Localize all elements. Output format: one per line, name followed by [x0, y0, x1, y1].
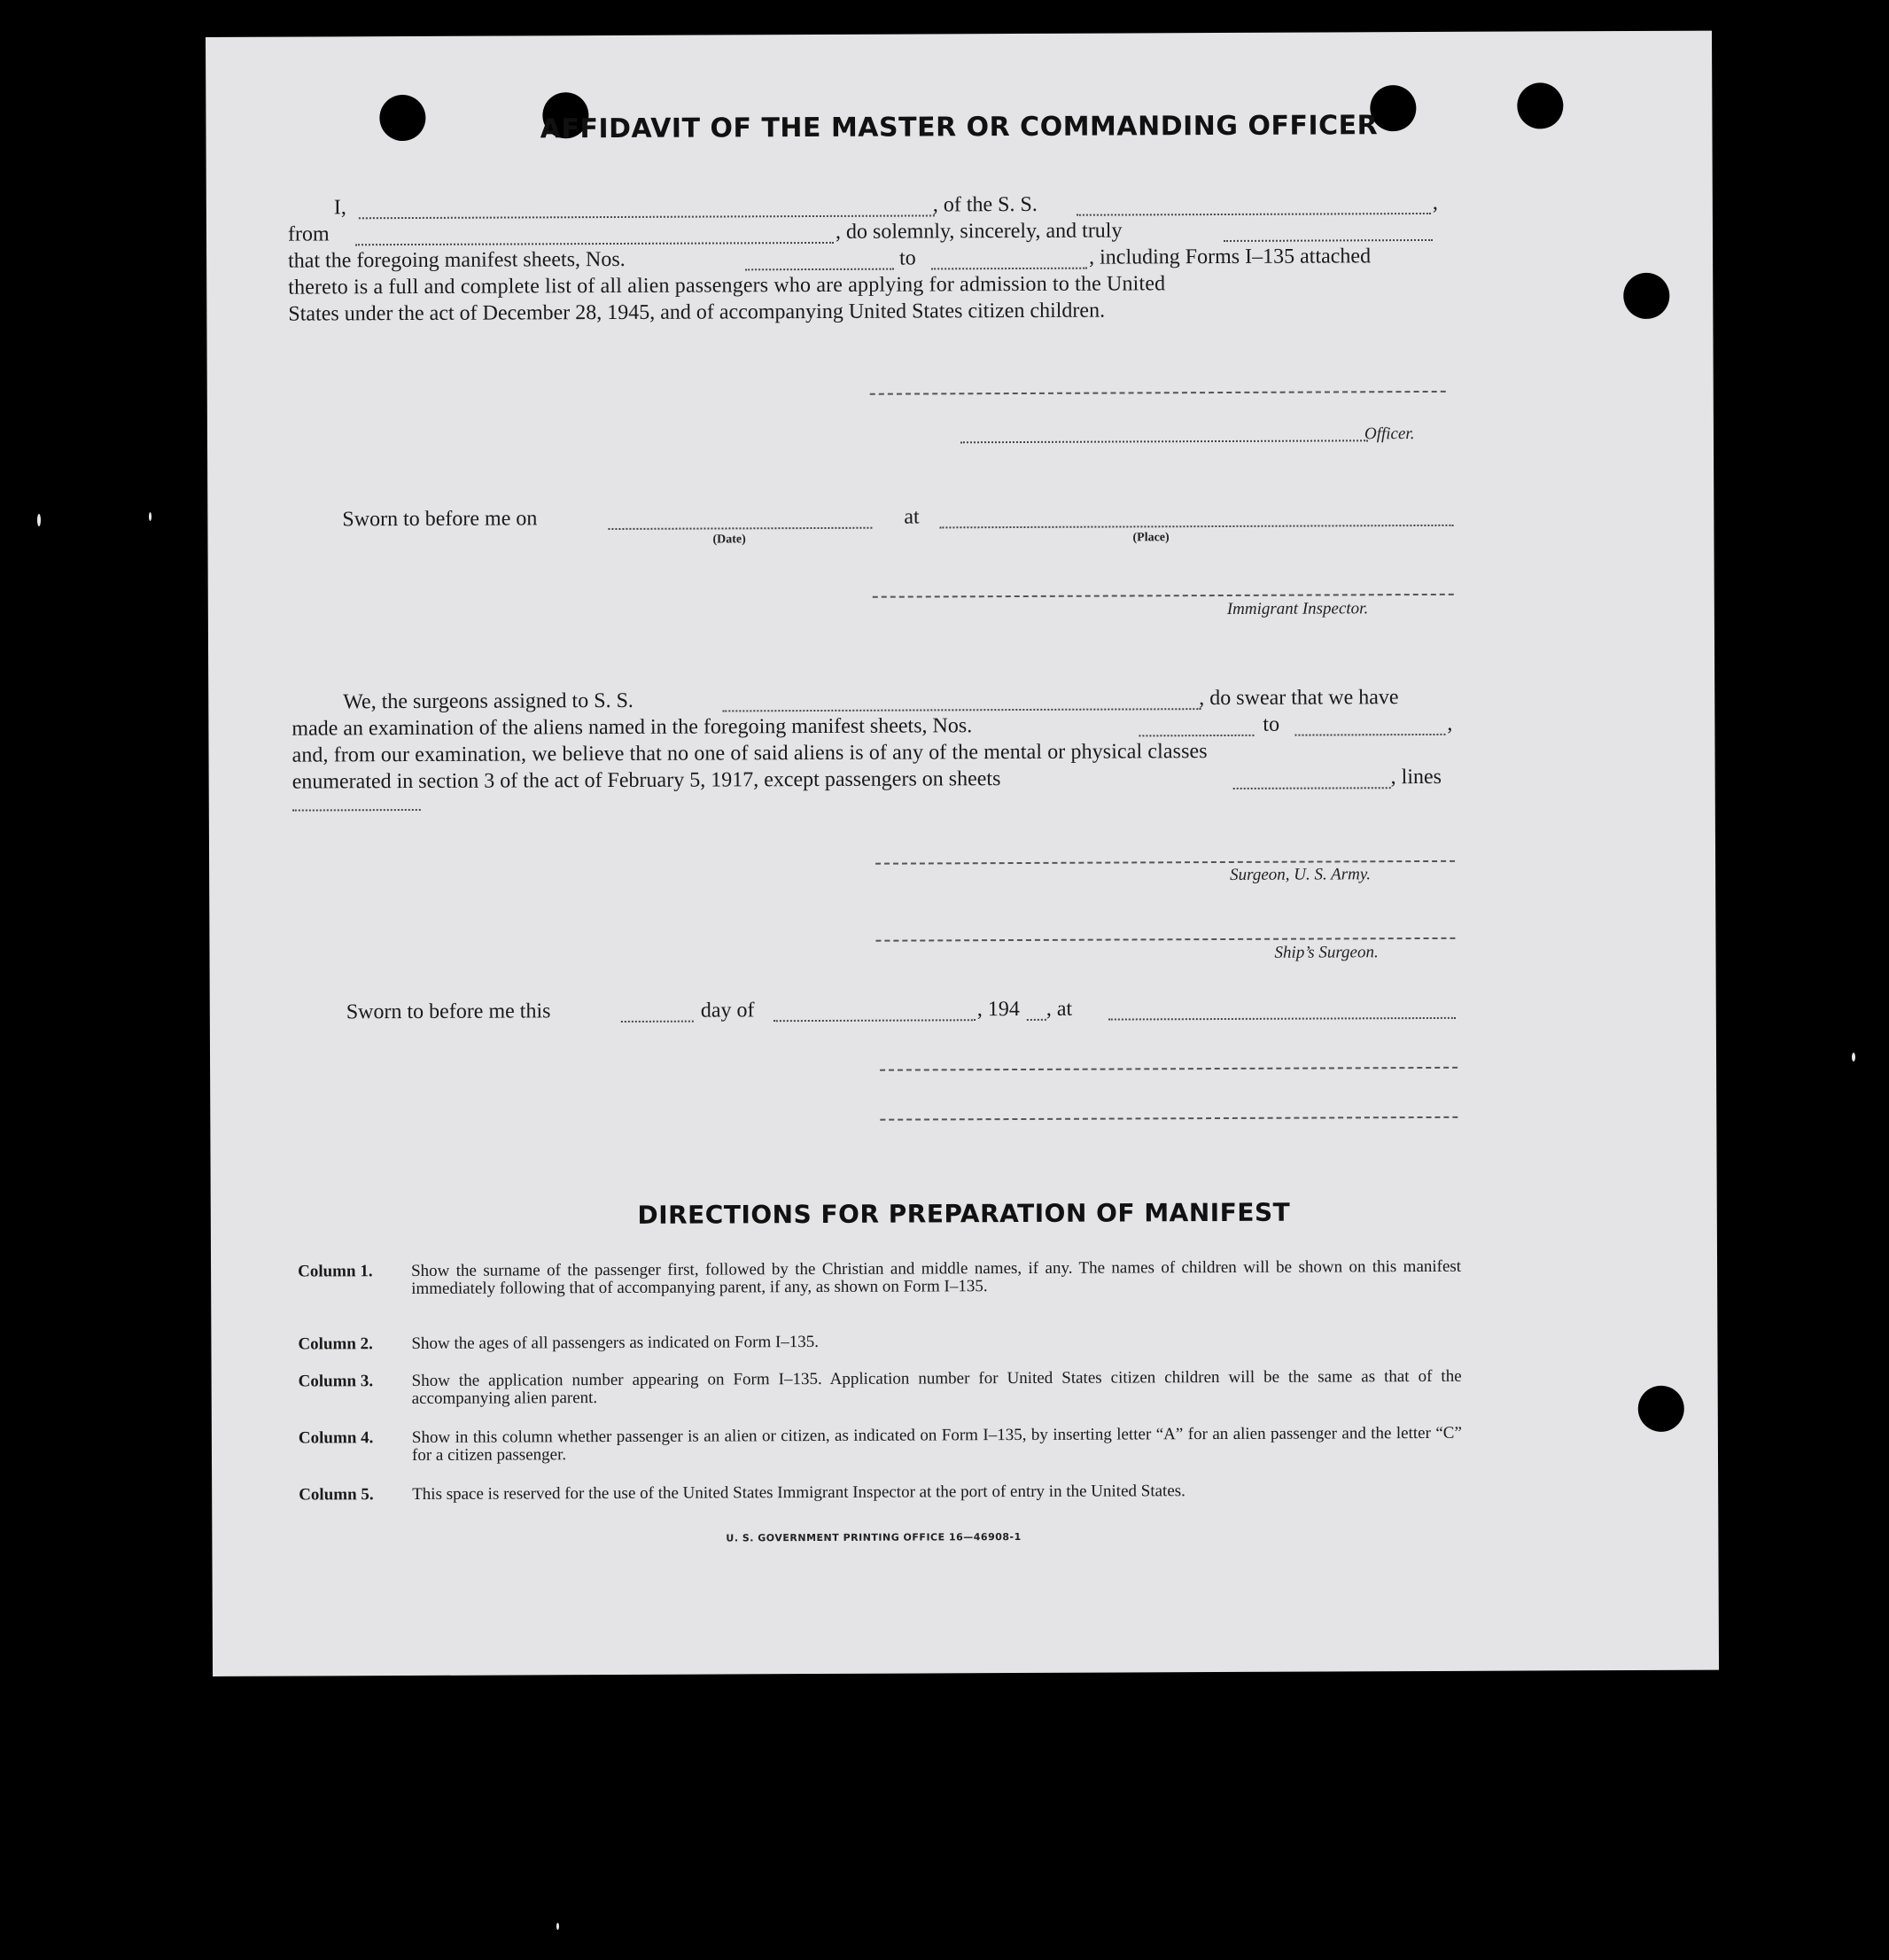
sworn2-a: Sworn to before me this: [346, 999, 551, 1024]
master-signature-line[interactable]: [870, 391, 1446, 395]
officer-title-field[interactable]: [960, 439, 1368, 443]
surgeons-l2c: ,: [1447, 712, 1453, 735]
text-i: I,: [333, 196, 346, 220]
direction-text: Show in this column whether passenger is an alien or citizen, as indicated on Form I–135, by inserting letter “A” for an alien passenger and the letter “C” for a citizen passenger.: [411, 1423, 1462, 1465]
punch-hole: [1638, 1386, 1684, 1432]
direction-item: [298, 1331, 1467, 1356]
direction-item: [298, 1258, 1467, 1318]
text-at: at: [904, 505, 920, 529]
scan-speck: [556, 1923, 559, 1930]
printing-office-footer: U. S. GOVERNMENT PRINTING OFFICE 16—46908-1: [726, 1530, 1022, 1544]
direction-label: Column 4.: [298, 1428, 374, 1448]
surgeons-l2b: to: [1263, 712, 1280, 736]
sworn2-d: , at: [1046, 997, 1073, 1021]
direction-label: Column 3.: [298, 1372, 374, 1391]
inspector-caption: Immigrant Inspector.: [1226, 599, 1369, 618]
officer-caption: Officer.: [1364, 424, 1415, 444]
date-caption: (Date): [712, 533, 746, 547]
text-line4: thereto is a full and complete list of all alien passengers who are applying for admission to the United: [288, 272, 1166, 299]
except-sheets-field[interactable]: [1233, 787, 1391, 789]
sworn-date-field[interactable]: [608, 527, 872, 530]
sworn2-c: , 194: [976, 998, 1020, 1022]
direction-text: This space is reserved for the use of the United States Immigrant Inspector at the port of entry in the United States.: [412, 1482, 1185, 1504]
sworn-place-field[interactable]: [939, 525, 1453, 529]
sworn2-place-field[interactable]: [1108, 1017, 1456, 1021]
text-of-ss: , of the S. S.: [932, 192, 1038, 217]
surgeons-l1a: We, the surgeons assigned to S. S.: [343, 688, 634, 714]
text-to: to: [899, 246, 916, 270]
affidavit-title: AFFIDAVIT OF THE MASTER OR COMMANDING OFFICER: [540, 110, 1379, 145]
direction-text: Show the ages of all passengers as indicated on Form I–135.: [411, 1332, 820, 1353]
surgeons-l3: and, from our examination, we believe that no one of said aliens is of any of the mental or physical classes: [292, 740, 1208, 767]
sworn2-year-field[interactable]: [1027, 1019, 1046, 1021]
text-comma: ,: [1432, 191, 1438, 214]
sworn-before-text: Sworn to before me on: [342, 507, 538, 532]
sworn2-signature-line-1[interactable]: [880, 1067, 1458, 1071]
scan-speck: [149, 512, 152, 521]
scan-speck: [37, 514, 41, 526]
scan-speck: [1852, 1053, 1855, 1062]
direction-item: [299, 1425, 1468, 1467]
sworn2-day-field[interactable]: [621, 1021, 694, 1023]
inspector-signature-line[interactable]: [873, 594, 1454, 598]
direction-label: Column 2.: [298, 1334, 373, 1354]
text-including: , including Forms I–135 attached: [1089, 245, 1372, 269]
text-line5: States under the act of December 28, 1945, and of accompanying United States citizen children.: [288, 299, 1106, 326]
direction-label: Column 5.: [299, 1485, 374, 1505]
from-port-field[interactable]: [355, 242, 834, 245]
except-lines-field[interactable]: [292, 809, 421, 812]
ship-surgeon-caption: Ship’s Surgeon.: [1274, 943, 1379, 962]
surgeon-ship-field[interactable]: [722, 708, 1201, 712]
sworn2-month-field[interactable]: [773, 1019, 976, 1022]
surgeons-l4a: enumerated in section 3 of the act of February 5, 1917, except passengers on sheets: [292, 767, 1001, 794]
punch-hole: [1623, 273, 1669, 319]
sworn2-b: day of: [700, 999, 755, 1023]
direction-text: Show the application number appearing on Form I–135. Application number for United States citizen children will be the same as that of the accompanying alien parent.: [411, 1366, 1462, 1408]
surgeon-sheet-from-field[interactable]: [1139, 735, 1254, 737]
direction-item: [299, 1482, 1468, 1524]
surgeons-l1b: , do swear that we have: [1199, 686, 1399, 711]
oath-field[interactable]: [1224, 239, 1433, 242]
master-name-field[interactable]: [359, 214, 935, 219]
sheet-to-field[interactable]: [931, 268, 1087, 270]
sheet-from-field[interactable]: [745, 268, 894, 271]
text-solemnly: , do solemnly, sincerely, and truly: [835, 219, 1123, 244]
direction-text: Show the surname of the passenger first, followed by the Christian and middle names, if any. The names of children will be shown on this manifest immediately following that of accompanying parent, if any, as shown on Form I–135.: [411, 1256, 1462, 1299]
army-surgeon-signature-line[interactable]: [875, 860, 1455, 865]
direction-item: [299, 1368, 1468, 1411]
ship-surgeon-signature-line[interactable]: [875, 937, 1455, 942]
army-surgeon-caption: Surgeon, U. S. Army.: [1230, 865, 1372, 884]
direction-label: Column 1.: [298, 1262, 373, 1281]
text-from: from: [287, 222, 330, 246]
surgeons-l2a: made an examination of the aliens named in the foregoing manifest sheets, Nos.: [292, 714, 973, 741]
directions-title: DIRECTIONS FOR PREPARATION OF MANIFEST: [637, 1197, 1291, 1230]
place-caption: (Place): [1132, 531, 1170, 545]
document-page: [206, 31, 1719, 1676]
sworn2-signature-line-2[interactable]: [880, 1116, 1458, 1121]
surgeon-sheet-to-field[interactable]: [1294, 734, 1445, 736]
text-foregoing: that the foregoing manifest sheets, Nos.: [288, 247, 626, 273]
surgeons-l4b: , lines: [1390, 765, 1442, 789]
ship-name-field[interactable]: [1077, 213, 1431, 216]
